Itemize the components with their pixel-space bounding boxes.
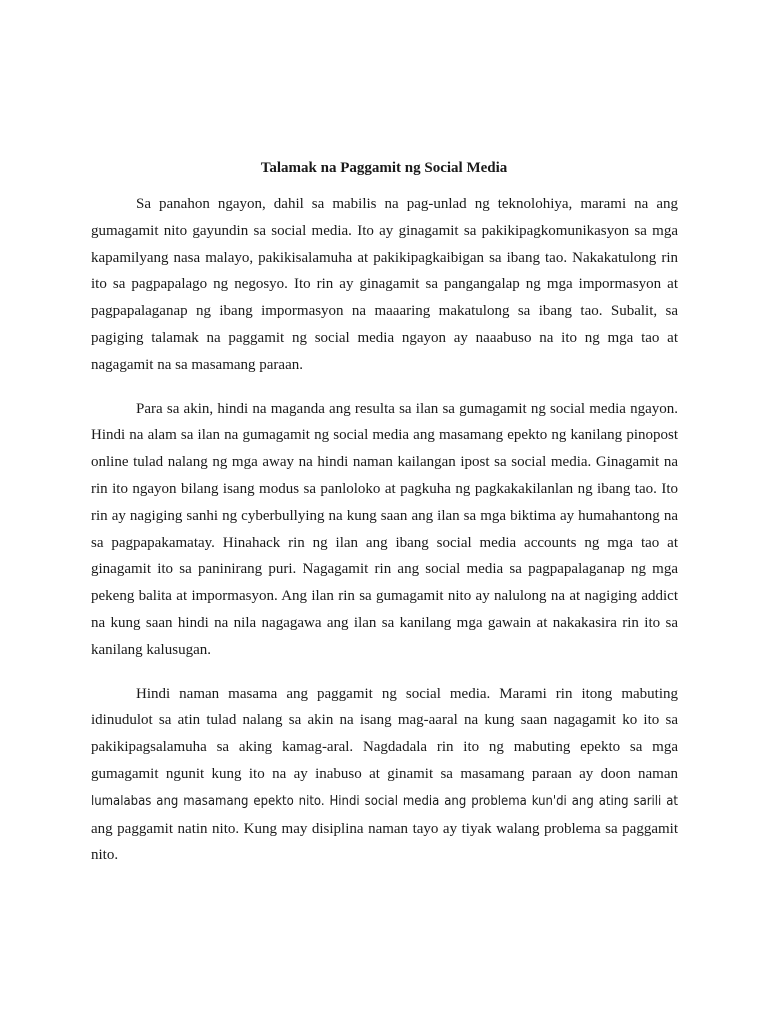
document-title: Talamak na Paggamit ng Social Media xyxy=(260,160,508,176)
paragraph-1: Sa panahon ngayon, dahil sa mabilis na pag-unlad ng teknolohiya, marami na ang gumagamit nito gayundin sa social media. Ito ay ginagamit sa pakikipagkomunikasyon sa mga kapamilyang nasa malayo, pakikisalamuha at pakikipagkaibigan sa ibang tao. Nakakatulong rin ito sa pagpapalago ng negosyo. Ito rin ay ginagamit sa pangangalap ng mga impormasyon at pagpapalaganap ng ibang impormasyon na maaaring makatulong sa ibang tao. Subalit, sa pagiging talamak na paggamit ng social media ngayon ay naaabuso na ito ng mga tao at nagagamit na sa masamang paraan. xyxy=(91,196,678,373)
paragraph-3 xyxy=(91,681,678,870)
paragraph-3-part-2: lumalabas ang masamang epekto nito. Hindi social media ang problema kun'di ang ating sarili at xyxy=(91,793,678,809)
document-body xyxy=(91,191,678,886)
paragraph-2: Para sa akin, hindi na maganda ang resulta sa ilan sa gumagamit ng social media ngayon. Hindi na alam sa ilan na gumagamit ng social media ang masamang epekto ng kanilang pinopost online tulad nalang ng mga away na hindi naman kailangan ipost sa social media. Ginagamit na rin ito ngayon bilang isang modus sa panloloko at pagkuha ng pagkakakilanlan ng ibang tao. Ito rin ay nagiging sanhi ng cyberbullying na kung saan ang ilan sa mga biktima ay humahantong na sa pagpapakamatay. Hinahack rin ng ilan ang ibang social media accounts ng mga tao at ginagamit ito sa paninirang puri. Nagagamit rin ang social media sa pagpapalaganap ng mga pekeng balita at impormasyon. Ang ilan rin sa gumagamit nito ay nalulong na at nagiging addict na kung saan hindi na nila nagagawa ang ilan sa kanilang mga gawain at nakakasira rin ito sa kanilang kalusugan. xyxy=(91,400,678,658)
paragraph-3-part-3: ang paggamit natin nito. Kung may disiplina naman tayo ay tiyak walang problema sa paggamit nito. xyxy=(91,820,678,864)
paragraph-3-part-1: Hindi naman masama ang paggamit ng social media. Marami rin itong mabuting idinudulot sa atin tulad nalang sa akin na isang mag-aaral na kung saan nagagamit ko ito sa pakikipagsalamuha sa aking kamag-aral. Nagdadala rin ito ng mabuting epekto sa mga gumagamit ngunit kung ito na ay inabuso at ginamit sa masamang paraan ay doon naman xyxy=(91,685,678,782)
